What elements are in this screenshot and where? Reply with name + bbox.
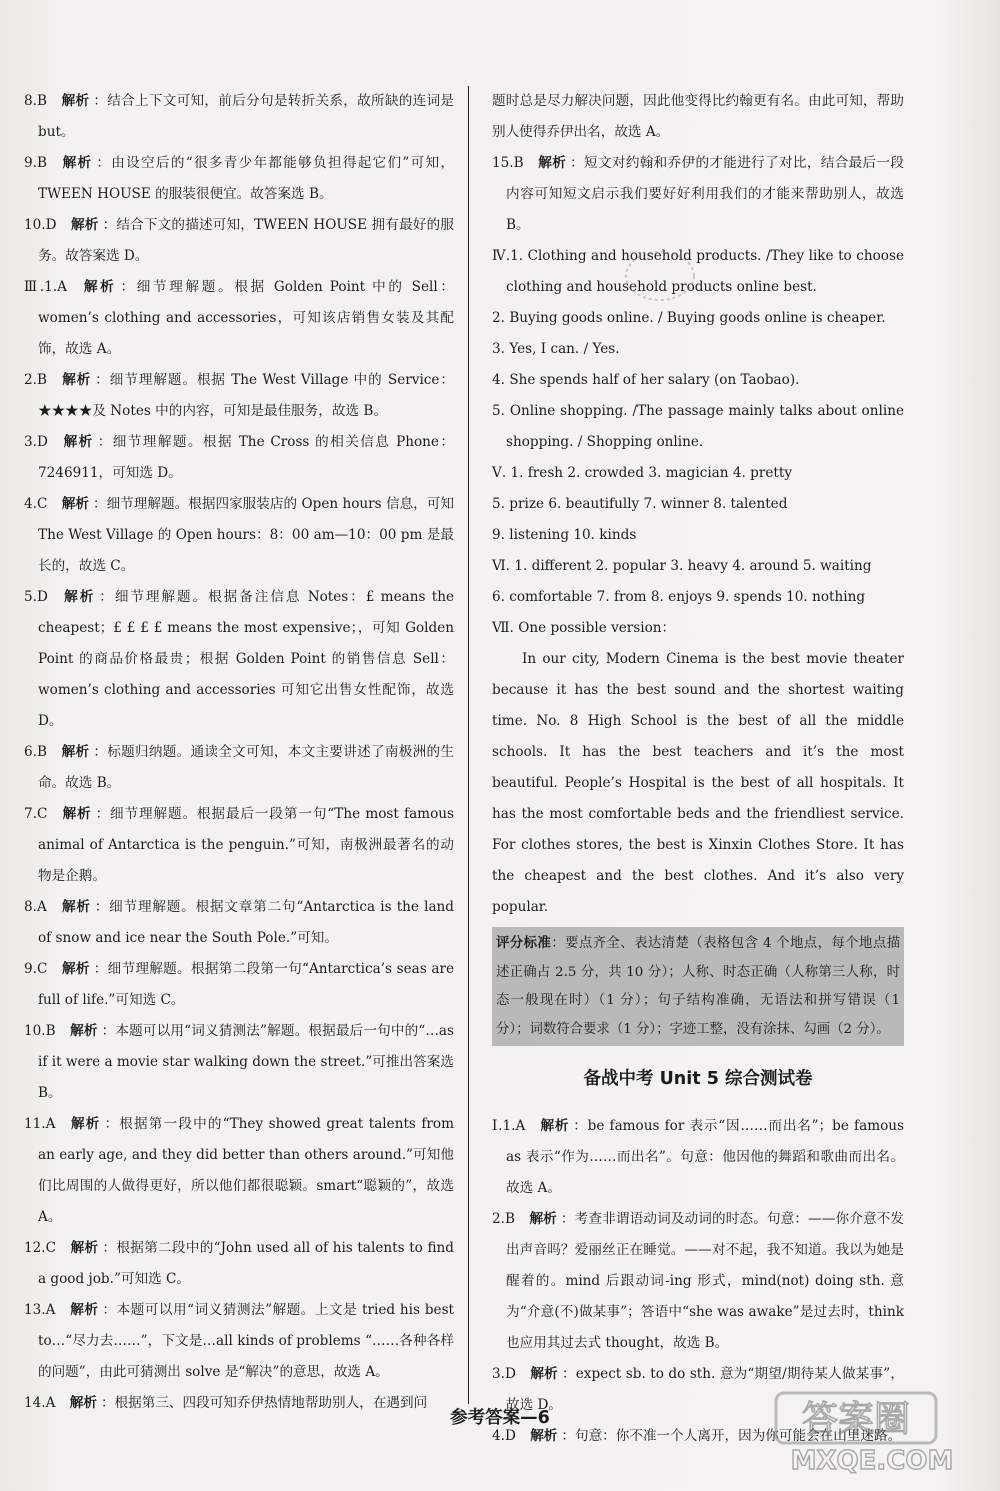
answer-item: [24, 210, 454, 272]
item-text: ：本题可以用“词义猜测法”解题。根据最后一句中的“…as if it were a movie star walking down the street.”可推出答案选 B。: [38, 1023, 454, 1101]
site-watermark-logo: [772, 1387, 972, 1477]
item-text: ：细节理解题。根据第二段第一句“Antarctica’s seas are full of life.”可知选 C。: [38, 961, 455, 1008]
model-essay: In our city, Modern Cinema is the best movie theater because it has the best sound and the shortest waiting time. No. 8 High School is the best of all the middle schools. It has the best teachers and it’s the most beautiful. People’s Hospital is the best of all hospitals. It has the most comfortable beds and the friendliest service. For clothes stores, the best is Xinxin Clothes Store. It has the cheapest and the best clothes. And it’s also very popular.: [492, 651, 904, 915]
analysis-label: 解析: [70, 1116, 101, 1132]
answer-item: [24, 489, 454, 582]
answer-item: [24, 427, 454, 489]
item-text: ：细节理解题。根据最后一段第一句“The most famous animal of Antarctica is the penguin.”可知，南极洲最著名的动物是企鹅。: [38, 806, 454, 884]
item-text: ：考查非谓语动词及动词的时态。句意：——你介意不发出声音吗？爱丽丝正在睡觉。——对不起，我不知道。我以为她是醒着的。mind 后跟动词-ing 形式，mind(not) doing sth. 意为“介意(不)做某事”；答语中“she was awake”是过去时，think 也应用其过去式 thought，故选 B。: [506, 1211, 905, 1351]
answer-item: [492, 582, 904, 613]
item-text: ：细节理解题。根据四家服装店的 Open hours 信息，可知 The West Village 的 Open hours：8：00 am—10：00 pm 是最长的，故选 C。: [38, 496, 455, 574]
item-text: ：结合上下文可知，前后分句是转折关系，故所缺的连词是 but。: [38, 93, 455, 140]
item-number: 4.: [492, 372, 505, 388]
item-text: 9. listening 10. kinds: [492, 527, 637, 543]
item-number: 7.C: [24, 806, 48, 822]
item-number: 13.A: [24, 1302, 56, 1318]
item-number: Ⅶ.: [492, 620, 514, 636]
answer-item: [492, 613, 904, 644]
item-text: ：根据第一段中的“They showed great talents from an early age, and they did better than others around.”可知他们比周围的人做得更好，所以他们都很聪颖。smart“聪颖的”，故选 A。: [38, 1116, 454, 1225]
scoring-criteria: [492, 927, 904, 1046]
analysis-label: 解析: [530, 1428, 558, 1444]
answer-item: [24, 1233, 454, 1295]
item-text: 6. comfortable 7. from 8. enjoys 9. spends 10. nothing: [492, 589, 866, 605]
answer-item: [492, 458, 904, 489]
analysis-label: 解析: [64, 589, 96, 605]
left-column: [24, 86, 469, 1411]
analysis-label: 解析: [70, 1302, 99, 1318]
item-number: 11.A: [24, 1116, 56, 1132]
answer-item: [24, 582, 454, 737]
seal-stamp: [620, 246, 700, 306]
analysis-label: 解析: [538, 155, 567, 171]
item-text: ：细节理解题。根据文章第二句“Antarctica is the land of snow and ice near the South Pole.”可知。: [38, 899, 455, 946]
item-number: Ⅲ.1.A: [24, 279, 67, 295]
item-number: Ⅰ.1.A: [492, 1118, 526, 1134]
answer-item: [492, 365, 904, 396]
analysis-label: 解析: [61, 93, 90, 109]
answer-item: [492, 1204, 904, 1359]
left-answer-list: [24, 86, 454, 1419]
answer-item: [24, 799, 454, 892]
right-answer-list: [492, 86, 904, 644]
item-number: 2.: [492, 310, 505, 326]
item-text: ：细节理解题。根据 Golden Point 中的 Sell：women’s clothing and accessories，可知该店销售女装及其配饰，故选 A。: [38, 279, 455, 357]
answer-item: [24, 954, 454, 1016]
item-number: 10.B: [24, 1023, 56, 1039]
item-text: 题时总是尽力解决问题，因此他变得比约翰更有名。由此可知，帮助别人使得乔伊出名，故选 A。: [492, 93, 904, 140]
item-text: ：短文对约翰和乔伊的才能进行了对比，结合最后一段内容可知短文启示我们要好好利用我们的才能来帮助别人，故选 B。: [506, 155, 905, 233]
item-number: 4.D: [492, 1428, 516, 1444]
item-number: 3.: [492, 341, 505, 357]
item-text: ：结合下文的描述可知，TWEEN HOUSE 拥有最好的服务。故答案选 D。: [38, 217, 454, 264]
item-text: ：根据第三、四段可知乔伊热情地帮助别人，在遇到问: [100, 1395, 428, 1411]
item-number: 5.: [492, 403, 505, 419]
item-number: 12.C: [24, 1240, 57, 1256]
analysis-label: 解析: [529, 1211, 557, 1227]
analysis-label: 解析: [62, 155, 93, 171]
watermark-line2: MXQE.COM: [790, 1446, 954, 1476]
answer-item: [24, 272, 454, 365]
item-text: One possible version：: [518, 620, 676, 636]
analysis-label: 解析: [62, 961, 90, 977]
item-number: 10.D: [24, 217, 57, 233]
item-number: 9.C: [24, 961, 48, 977]
analysis-label: 解析: [61, 496, 89, 512]
item-text: ：细节理解题。根据 The West Village 中的 Service：★★★★及 Notes 中的内容，可知是最佳服务，故选 B。: [38, 372, 454, 419]
item-text: ：be famous for 表示“因……而出名”；be famous as 表示“作为……而出名”。句意：他因他的舞蹈和歌曲而出名。故选 A。: [506, 1118, 904, 1196]
item-text: Yes, I can. / Yes.: [509, 341, 620, 357]
item-text: Online shopping. /The passage mainly talks about online shopping. / Shopping online.: [506, 403, 904, 450]
item-number: 14.A: [24, 1395, 56, 1411]
answer-item: [24, 365, 454, 427]
scoring-text: ：要点齐全、表达清楚（表格包含 4 个地点，每个地点描述正确占 2.5 分，共 10 分）；人称、时态正确（人称第三人称，时态一般现在时）（1 分）；句子结构准确，无语法和拼写错误（1 分）；词数符合要求（1 分）；字迹工整，没有涂抹、勾画（2 分）。: [496, 936, 901, 1037]
item-number: Ⅵ.: [492, 558, 510, 574]
item-text: ：标题归纳题。通读全文可知，本文主要讲述了南极洲的生命。故选 B。: [38, 744, 455, 791]
answer-item: [492, 148, 904, 241]
watermark-line1: 答案圈: [801, 1399, 911, 1440]
answer-item: [24, 1016, 454, 1109]
item-text: She spends half of her salary (on Taobao).: [509, 372, 800, 388]
item-text: Clothing and household products. /They like to choose clothing and household products online best.: [506, 248, 904, 295]
analysis-label: 解析: [530, 1366, 558, 1382]
scoring-label: 评分标准: [496, 935, 552, 951]
analysis-label: 解析: [83, 279, 117, 295]
page-footer: 参考答案—6: [450, 1408, 550, 1428]
item-text: ：本题可以用“词义猜测法”解题。上文是 tried his best to…“尽力去……”，下文是…all kinds of problems “……各种各样的问题”，由此可猜测出 solve 是“解决”的意思，故选 A。: [38, 1302, 455, 1380]
answer-item: [24, 737, 454, 799]
item-number: 3.D: [24, 434, 48, 450]
answer-item: [492, 551, 904, 582]
answer-item: [492, 334, 904, 365]
item-number: 2.B: [24, 372, 47, 388]
answer-item: [492, 489, 904, 520]
answer-item: [492, 86, 904, 148]
item-text: 5. prize 6. beautifully 7. winner 8. talented: [492, 496, 788, 512]
answer-item: [492, 520, 904, 551]
analysis-label: 解析: [63, 434, 94, 450]
item-number: 4.C: [24, 496, 48, 512]
analysis-label: 解析: [62, 806, 92, 822]
item-number: 3.D: [492, 1366, 516, 1382]
item-number: Ⅳ.1.: [492, 248, 524, 264]
analysis-label: 解析: [70, 1023, 98, 1039]
item-text: ：expect sb. to do sth. 意为“期望/期待某人做某事”，故选 D。: [506, 1366, 905, 1413]
analysis-label: 解析: [61, 744, 90, 760]
analysis-label: 解析: [62, 372, 92, 388]
item-text: ：由设空后的“很多青少年都能够负担得起它们”可知，TWEEN HOUSE 的服装很便宜。故答案选 B。: [38, 155, 454, 202]
answer-item: [24, 1109, 454, 1233]
item-number: Ⅴ.: [492, 465, 507, 481]
answer-item: [24, 892, 454, 954]
item-number: 8.B: [24, 93, 47, 109]
item-number: 2.B: [492, 1211, 515, 1227]
analysis-label: 解析: [70, 1240, 99, 1256]
item-text: 1. different 2. popular 3. heavy 4. around 5. waiting: [514, 558, 872, 574]
item-number: 9.B: [24, 155, 47, 171]
answer-item: [492, 303, 904, 334]
item-text: ：句意：你不准一个人离开，因为你可能会在山里迷路。: [561, 1428, 902, 1444]
analysis-label: 解析: [540, 1118, 570, 1134]
answer-item: [492, 396, 904, 458]
answer-item: [24, 86, 454, 148]
item-number: 6.B: [24, 744, 47, 760]
item-number: 15.B: [492, 155, 524, 171]
item-text: 1. fresh 2. crowded 3. magician 4. pretty: [510, 465, 792, 481]
answer-item: [24, 1295, 454, 1388]
section-title: 备战中考 Unit 5 综合测试卷: [583, 1069, 813, 1089]
item-text: ：细节理解题。根据备注信息 Notes：£ means the cheapest；£ £ £ £ means the most expensive；，可知 Golden Point 的商品价格最贵；根据 Golden Point 的销售信息 Sell：women’s clothing and accessories 可知它出售女性配饰，故选 D。: [38, 589, 454, 729]
answer-item: [24, 148, 454, 210]
item-text: Buying goods online. / Buying goods online is cheaper.: [509, 310, 886, 326]
item-number: 8.A: [24, 899, 47, 915]
item-text: ：细节理解题。根据 The Cross 的相关信息 Phone：7246911，可知选 D。: [38, 434, 454, 481]
item-number: 5.D: [24, 589, 48, 605]
item-text: ：根据第二段中的“John used all of his talents to find a good job.”可知选 C。: [38, 1240, 454, 1287]
answer-item: [492, 1111, 904, 1204]
analysis-label: 解析: [71, 217, 99, 233]
analysis-label: 解析: [61, 899, 91, 915]
analysis-label: 解析: [69, 1395, 97, 1411]
